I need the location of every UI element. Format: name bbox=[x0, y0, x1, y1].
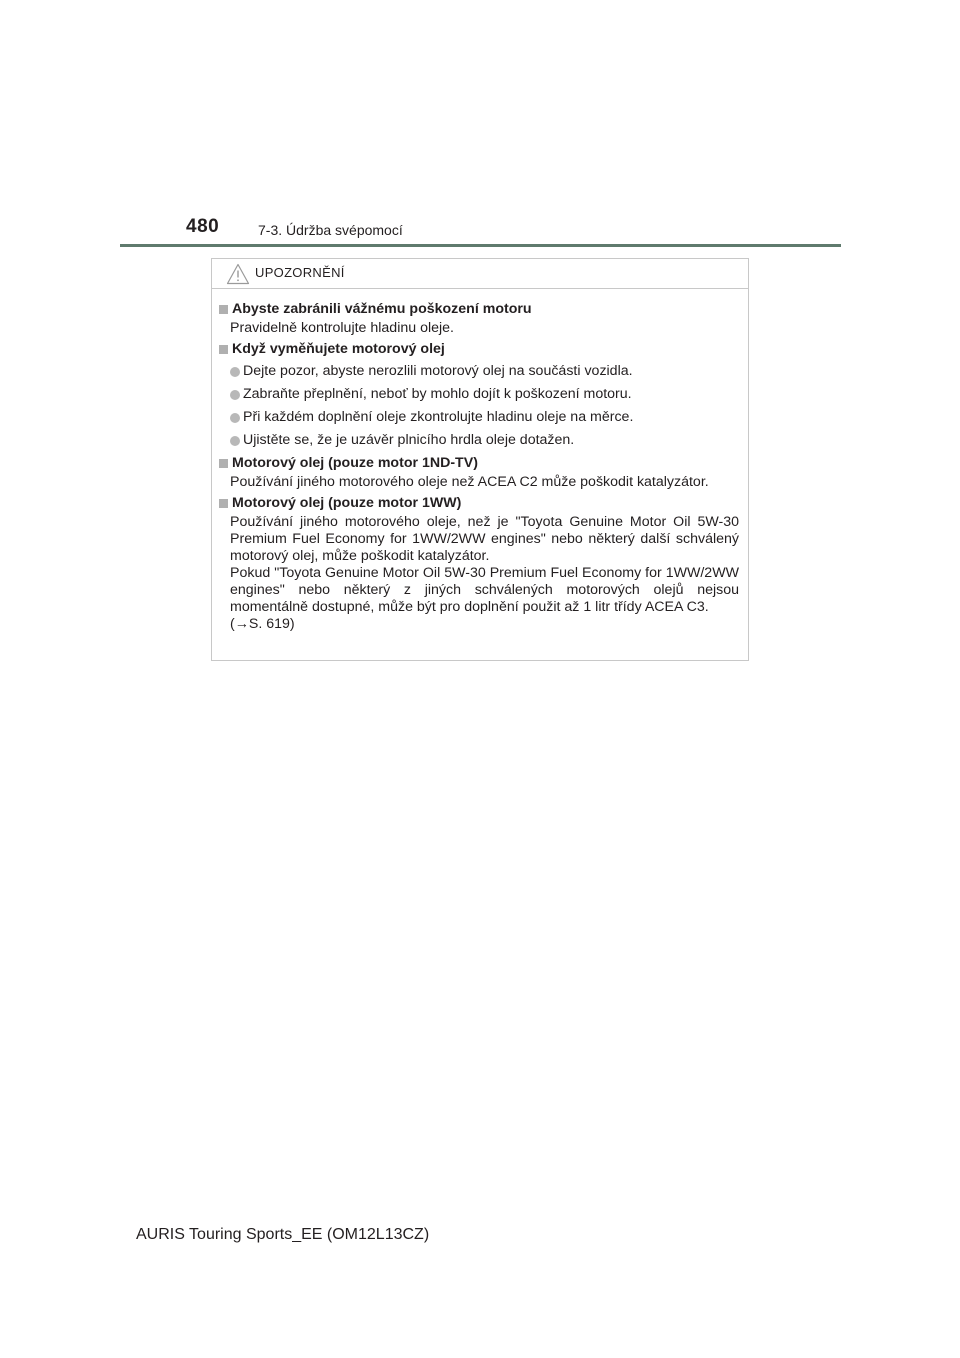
bullet-text: Při každém doplnění oleje zkontrolujte hladinu oleje na měrce. bbox=[243, 409, 634, 425]
bullet-item bbox=[219, 363, 739, 380]
round-bullet-icon bbox=[230, 436, 240, 446]
warning-item bbox=[219, 301, 739, 337]
item-heading-text: Když vyměňujete motorový olej bbox=[232, 341, 445, 357]
square-bullet-icon bbox=[219, 499, 228, 508]
bullet-text: Zabraňte přeplnění, neboť by mohlo dojít k poškození motoru. bbox=[243, 386, 632, 402]
warning-box bbox=[211, 258, 749, 661]
warning-item bbox=[219, 341, 739, 449]
warning-title: UPOZORNĚNÍ bbox=[255, 265, 345, 280]
item-heading bbox=[219, 301, 739, 318]
bullet-text: Dejte pozor, abyste nerozlili motorový olej na součásti vozidla. bbox=[243, 363, 633, 379]
item-heading bbox=[219, 341, 739, 358]
warning-item bbox=[219, 455, 739, 491]
warning-triangle-icon bbox=[226, 263, 250, 285]
square-bullet-icon bbox=[219, 345, 228, 354]
item-heading bbox=[219, 495, 739, 512]
footer-model: AURIS Touring Sports_EE (OM12L13CZ) bbox=[136, 1226, 430, 1243]
round-bullet-icon bbox=[230, 367, 240, 377]
item-text: Používání jiného motorového oleje, než je "Toyota Genuine Motor Oil 5W-30 Premium Fuel Economy for 1WW/2WW engines" nebo některý další schválený motorový olej, může poškodit katalyzátor. bbox=[230, 514, 739, 564]
item-heading bbox=[219, 455, 739, 472]
round-bullet-icon bbox=[230, 413, 240, 423]
round-bullet-icon bbox=[230, 390, 240, 400]
item-text: Pokud "Toyota Genuine Motor Oil 5W-30 Premium Fuel Economy for 1WW/2WW engines" nebo některý z jiných schválených motorových olejů nejsou momentálně dostupné, může být pro doplnění použit až 1 litr třídy ACEA C3. bbox=[230, 565, 739, 615]
bullet-item bbox=[219, 409, 739, 426]
header-rule bbox=[120, 244, 841, 247]
page-number: 480 bbox=[186, 216, 220, 237]
item-text: Používání jiného motorového oleje než ACEA C2 může poškodit katalyzátor. bbox=[230, 474, 709, 490]
square-bullet-icon bbox=[219, 459, 228, 468]
bullet-text: Ujistěte se, že je uzávěr plnicího hrdla oleje dotažen. bbox=[243, 432, 575, 448]
warning-body bbox=[212, 289, 748, 633]
section-title: 7-3. Údržba svépomocí bbox=[258, 222, 403, 238]
item-heading-text: Motorový olej (pouze motor 1WW) bbox=[232, 495, 462, 511]
item-heading-text: Motorový olej (pouze motor 1ND-TV) bbox=[232, 455, 478, 471]
warning-item bbox=[219, 495, 739, 633]
item-text: Pravidelně kontrolujte hladinu oleje. bbox=[230, 320, 454, 336]
page-reference: (→S. 619) bbox=[230, 616, 295, 632]
square-bullet-icon bbox=[219, 305, 228, 314]
item-heading-text: Abyste zabránili vážnému poškození motoru bbox=[232, 301, 532, 317]
bullet-item bbox=[219, 432, 739, 449]
bullet-item bbox=[219, 386, 739, 403]
warning-header bbox=[212, 259, 748, 289]
